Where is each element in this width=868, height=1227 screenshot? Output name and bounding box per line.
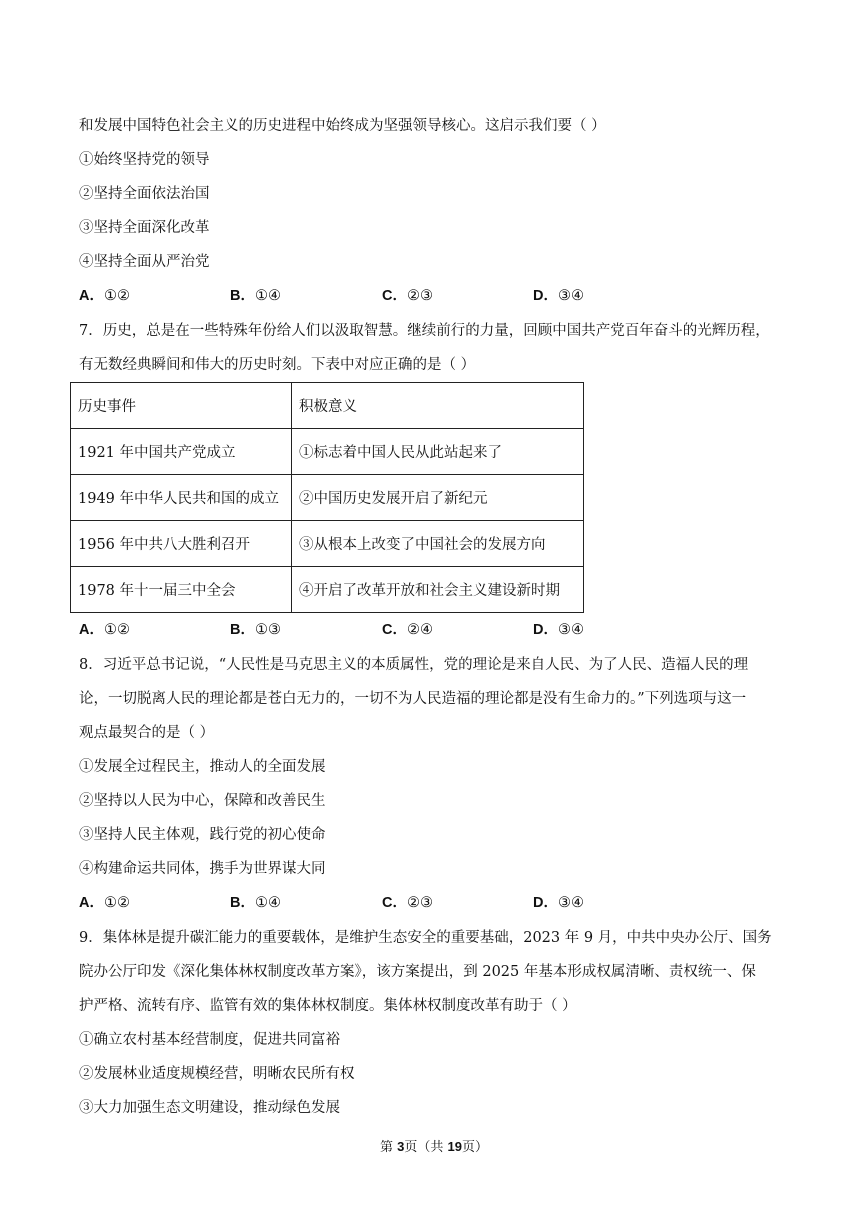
q7-option-a[interactable]: A．①② xyxy=(79,622,130,638)
page-footer: 第 3页（共 19页） xyxy=(380,1139,488,1155)
q8-option-a[interactable]: A．①② xyxy=(79,895,130,911)
q7-option-d[interactable]: D．③④ xyxy=(533,622,584,638)
q9-item-3: ③大力加强生态文明建设，推动绿色发展 xyxy=(79,1100,340,1116)
q9-item-2: ②发展林业适度规模经营，明晰农民所有权 xyxy=(79,1066,355,1082)
q6-item-1: ①始终坚持党的领导 xyxy=(79,152,210,168)
table-cell-significance: ④开启了改革开放和社会主义建设新时期 xyxy=(292,567,584,613)
q7-stem-line-2: 有无数经典瞬间和伟大的历史时刻。下表中对应正确的是（ ） xyxy=(79,357,476,373)
table-header-significance: 积极意义 xyxy=(292,383,584,429)
q6-item-2: ②坚持全面依法治国 xyxy=(79,186,210,202)
q8-item-3: ③坚持人民主体观，践行党的初心使命 xyxy=(79,827,326,843)
table-header-row xyxy=(71,383,584,429)
q8-stem-line-3: 观点最契合的是（ ） xyxy=(79,725,215,741)
q9-item-1: ①确立农村基本经营制度，促进共同富裕 xyxy=(79,1032,340,1048)
q6-continuation: 和发展中国特色社会主义的历史进程中始终成为坚强领导核心。这启示我们要（ ） xyxy=(79,118,606,134)
table-row xyxy=(71,475,584,521)
table-header-event: 历史事件 xyxy=(71,383,292,429)
history-events-table xyxy=(70,382,584,613)
q8-option-d[interactable]: D．③④ xyxy=(533,895,584,911)
q9-stem-line-1: 9．集体林是提升碳汇能力的重要载体，是维护生态安全的重要基础，2023 年 9 月，中共中央办公厅、国务 xyxy=(79,930,772,946)
table-cell-event: 1978 年十一届三中全会 xyxy=(71,567,292,613)
q6-option-a[interactable]: A．①② xyxy=(79,288,130,304)
q8-item-2: ②坚持以人民为中心，保障和改善民生 xyxy=(79,793,326,809)
table-cell-event: 1956 年中共八大胜利召开 xyxy=(71,521,292,567)
q7-option-c[interactable]: C．②④ xyxy=(382,622,433,638)
q6-item-4: ④坚持全面从严治党 xyxy=(79,254,210,270)
q9-stem-line-2: 院办公厅印发《深化集体林权制度改革方案》，该方案提出，到 2025 年基本形成权属清晰、责权统一、保 xyxy=(79,964,756,980)
q8-option-c[interactable]: C．②③ xyxy=(382,895,433,911)
q8-item-4: ④构建命运共同体，携手为世界谋大同 xyxy=(79,861,326,877)
table-cell-event: 1921 年中国共产党成立 xyxy=(71,429,292,475)
table-row xyxy=(71,521,584,567)
q7-option-b[interactable]: B．①③ xyxy=(230,622,281,638)
q8-item-1: ①发展全过程民主，推动人的全面发展 xyxy=(79,759,326,775)
q8-stem-line-2: 论，一切脱离人民的理论都是苍白无力的，一切不为人民造福的理论都是没有生命力的。”下列选项与这一 xyxy=(79,691,747,707)
q6-item-3: ③坚持全面深化改革 xyxy=(79,220,210,236)
table-cell-event: 1949 年中华人民共和国的成立 xyxy=(71,475,292,521)
q6-option-c[interactable]: C．②③ xyxy=(382,288,433,304)
table-cell-significance: ③从根本上改变了中国社会的发展方向 xyxy=(292,521,584,567)
page-total: 19 xyxy=(447,1139,462,1154)
q8-options xyxy=(79,893,639,913)
q7-options xyxy=(79,620,639,640)
q8-option-b[interactable]: B．①④ xyxy=(230,895,281,911)
page-number: 3 xyxy=(397,1139,405,1154)
q6-options xyxy=(79,286,639,306)
q6-option-b[interactable]: B．①④ xyxy=(230,288,281,304)
table-row xyxy=(71,567,584,613)
q6-option-d[interactable]: D．③④ xyxy=(533,288,584,304)
table-cell-significance: ②中国历史发展开启了新纪元 xyxy=(292,475,584,521)
q9-stem-line-3: 护严格、流转有序、监管有效的集体林权制度。集体林权制度改革有助于（ ） xyxy=(79,998,577,1014)
table-row xyxy=(71,429,584,475)
q8-stem-line-1: 8．习近平总书记说，“人民性是马克思主义的本质属性，党的理论是来自人民、为了人民、造福人民的理 xyxy=(79,657,749,673)
table-cell-significance: ①标志着中国人民从此站起来了 xyxy=(292,429,584,475)
q7-stem-line-1: 7．历史，总是在一些特殊年份给人们以汲取智慧。继续前行的力量，回顾中国共产党百年奋斗的光辉历程， xyxy=(79,323,770,339)
